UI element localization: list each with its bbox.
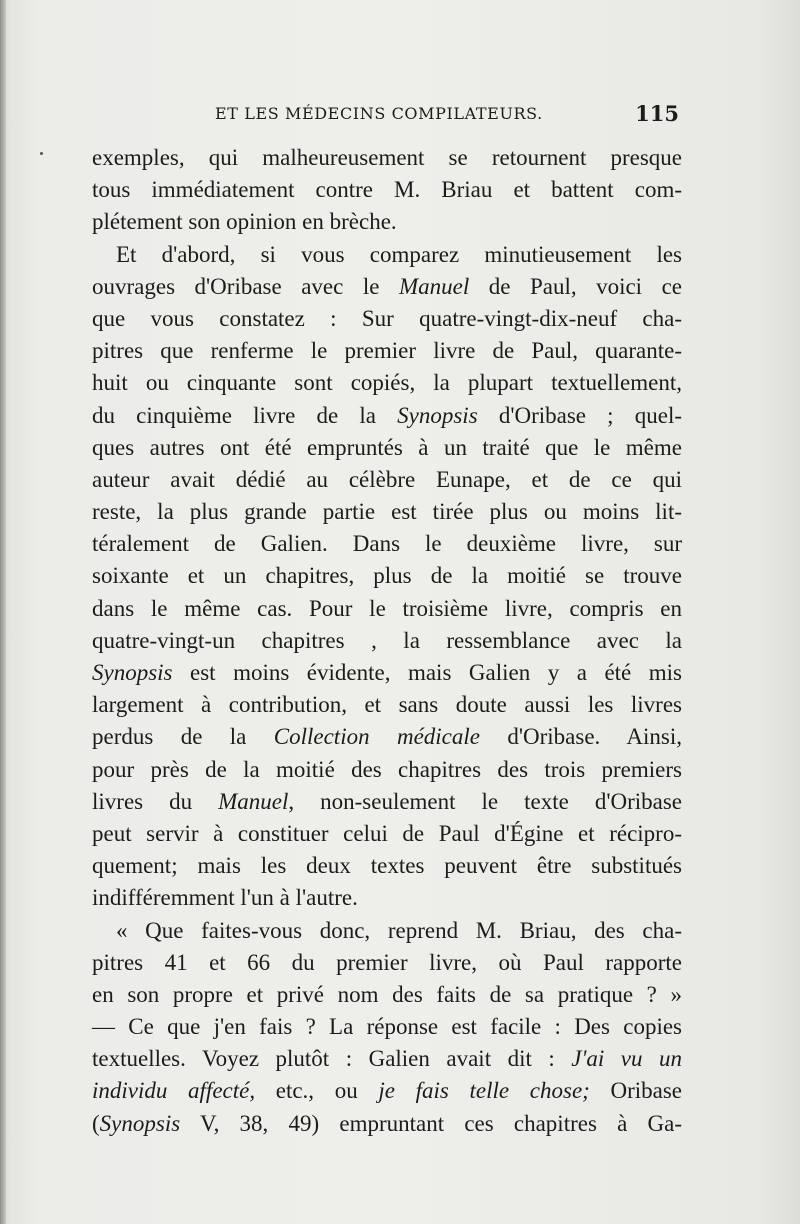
text-line: « Que faites-vous donc, reprend M. Briau, des cha- [116, 917, 682, 943]
text-line: du cinquième livre de la Synopsis d'Oribase ; quel- [92, 402, 682, 428]
text-line: tous immédiatement contre M. Briau et battent com- [92, 177, 682, 203]
text-line: — Ce que j'en fais ? La réponse est facile : Des copies [92, 1014, 682, 1040]
text-line: pour près de la moitié des chapitres des trois premiers [92, 756, 682, 782]
text-line: que vous constatez : Sur quatre-vingt-dix-neuf cha- [92, 305, 682, 331]
text-line: ques autres ont été empruntés à un traité que le même [92, 434, 682, 460]
running-title: ET LES MÉDECINS COMPILATEURS. [215, 104, 543, 123]
text-line: auteur avait dédié au célèbre Eunape, et de ce qui [92, 466, 682, 492]
text-line: plétement son opinion en brèche. [92, 209, 397, 235]
page-spine-shadow [0, 0, 6, 1224]
text-line: (Synopsis V, 38, 49) empruntant ces chapitres à Ga- [92, 1110, 682, 1136]
text-line: quatre-vingt-un chapitres , la ressemblance avec la [92, 627, 682, 653]
text-line: ouvrages d'Oribase avec le Manuel de Paul, voici ce [92, 273, 682, 299]
text-line: pitres que renferme le premier livre de Paul, quarante- [92, 338, 682, 364]
text-line: perdus de la Collection médicale d'Oribase. Ainsi, [92, 724, 682, 750]
text-line: exemples, qui malheureusement se retournent presque [92, 145, 682, 170]
text-line: reste, la plus grande partie est tirée plus ou moins lit- [92, 499, 682, 525]
text-line: soixante et un chapitres, plus de la moitié se trouve [92, 563, 682, 589]
text-line: dans le même cas. Pour le troisième livre, compris en [92, 595, 682, 621]
running-head [215, 101, 679, 132]
text-line: téralement de Galien. Dans le deuxième livre, sur [92, 531, 682, 557]
text-line: peut servir à constituer celui de Paul d'Égine et récipro- [92, 820, 682, 846]
text-line: indifféremment l'un à l'autre. [92, 885, 358, 911]
body-text [92, 142, 682, 1140]
text-line: textuelles. Voyez plutôt : Galien avait dit : J'ai vu un [92, 1046, 682, 1072]
text-line: pitres 41 et 66 du premier livre, où Paul rapporte [92, 949, 682, 975]
margin-speck [40, 152, 43, 155]
text-line: individu affecté, etc., ou je fais telle chose; Oribase [92, 1078, 682, 1104]
text-line: Synopsis est moins évidente, mais Galien y a été mis [92, 660, 682, 685]
text-line: quement; mais les deux textes peuvent être substitués [92, 853, 682, 879]
page-number: 115 [635, 101, 679, 126]
text-line: largement à contribution, et sans doute aussi les livres [92, 692, 682, 718]
text-line: Et d'abord, si vous comparez minutieusement les [116, 241, 682, 267]
text-line: huit ou cinquante sont copiés, la plupart textuellement, [92, 370, 682, 396]
text-line: en son propre et privé nom des faits de sa pratique ? » [92, 981, 682, 1007]
text-line: livres du Manuel, non-seulement le texte d'Oribase [92, 788, 682, 814]
